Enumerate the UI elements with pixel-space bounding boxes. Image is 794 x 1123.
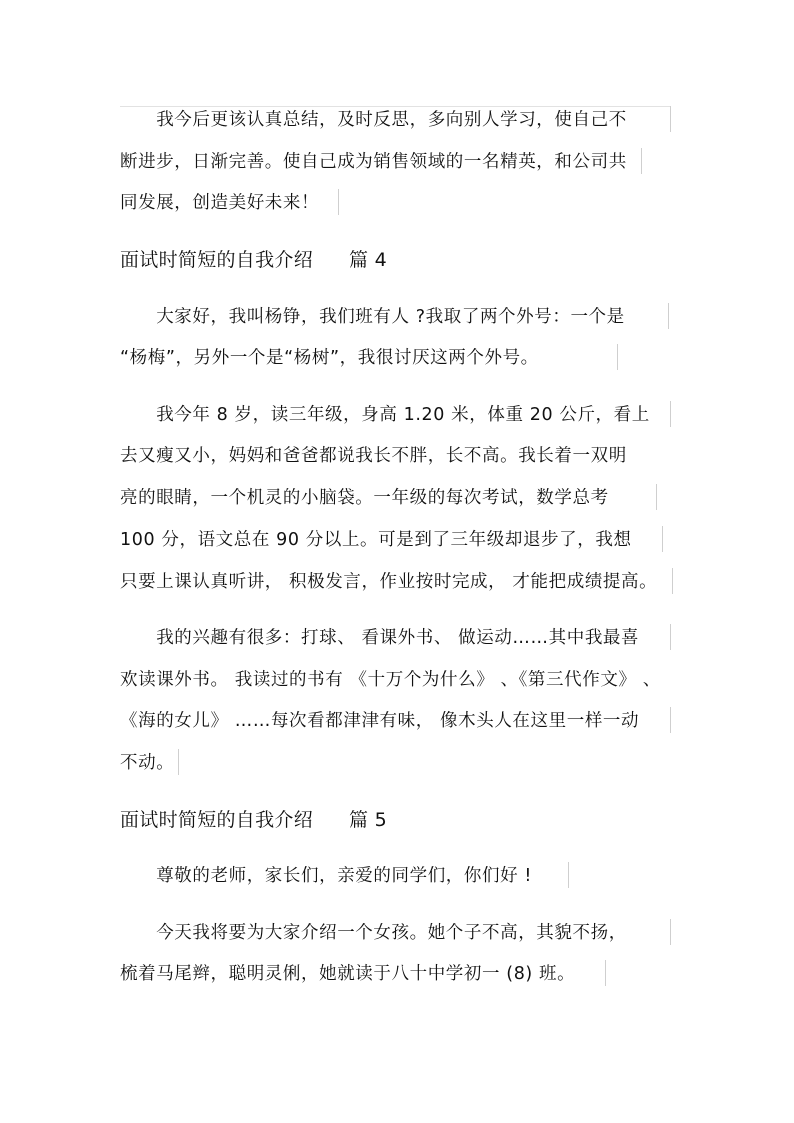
line-box-mark <box>670 624 671 650</box>
line-box-mark <box>670 106 671 132</box>
line-box-mark <box>641 148 642 174</box>
text-line: 断进步，日渐完善。使自己成为销售领域的一名精英，和公司共 <box>120 152 627 172</box>
line-box-mark <box>670 401 671 427</box>
text-line: 亮的眼睛，一个机灵的小脑袋。一年级的每次考试，数学总考 <box>120 488 609 508</box>
line-box-rule <box>120 106 670 107</box>
line-box-mark <box>662 526 663 552</box>
text-line: 同发展，创造美好未来！ <box>120 193 320 213</box>
line-box-mark <box>656 484 657 510</box>
heading-title: 面试时简短的自我介绍 <box>120 249 314 271</box>
line-box-mark <box>672 568 673 594</box>
line-box-mark <box>617 344 618 370</box>
heading-title: 面试时简短的自我介绍 <box>120 809 314 831</box>
text-line: 我今后更该认真总结，及时反思，多向别人学习，使自己不 <box>120 110 627 130</box>
heading-number: 篇 5 <box>349 809 388 831</box>
section-heading <box>120 247 387 273</box>
text-line: 只要上课认真听讲， 积极发言，作业按时完成， 才能把成绩提高。 <box>120 572 658 592</box>
line-box-mark <box>178 749 179 775</box>
text-line: 欢读课外书。 我读过的书有 《十万个为什么》 、《第三代作文》 、 <box>120 670 661 690</box>
text-line: 今天我将要为大家介绍一个女孩。她个子不高，其貌不扬， <box>120 923 627 943</box>
text-line: 《海的女儿》 ……每次看都津津有味， 像木头人在这里一样一动 <box>120 711 640 731</box>
heading-number: 篇 4 <box>349 249 388 271</box>
line-box-mark <box>568 862 569 888</box>
text-line: “杨梅”，另外一个是“杨树”，我很讨厌这两个外号。 <box>120 348 539 368</box>
text-line: 我今年 8 岁，读三年级，身高 1.20 米，体重 20 公斤，看上 <box>120 405 650 425</box>
line-box-mark <box>670 707 671 733</box>
line-box-mark <box>670 919 671 945</box>
text-line: 100 分，语文总在 90 分以上。可是到了三年级却退步了，我想 <box>120 530 632 550</box>
line-box-mark <box>338 189 339 215</box>
text-line: 尊敬的老师，家长们，亲爱的同学们，你们好 ! <box>120 866 532 886</box>
text-line: 梳着马尾辫，聪明灵俐，她就读于八十中学初一 (8) 班。 <box>120 964 576 984</box>
text-line: 大家好，我叫杨铮，我们班有人 ?我取了两个外号：一个是 <box>120 307 625 327</box>
line-box-mark <box>668 303 669 329</box>
line-box-mark <box>605 960 606 986</box>
section-heading <box>120 807 387 833</box>
text-line: 我的兴趣有很多：打球、 看课外书、 做运动……其中我最喜 <box>120 628 640 648</box>
text-line: 不动。 <box>120 753 175 773</box>
text-line: 去又瘦又小，妈妈和爸爸都说我长不胖，长不高。我长着一双明 <box>120 446 627 466</box>
